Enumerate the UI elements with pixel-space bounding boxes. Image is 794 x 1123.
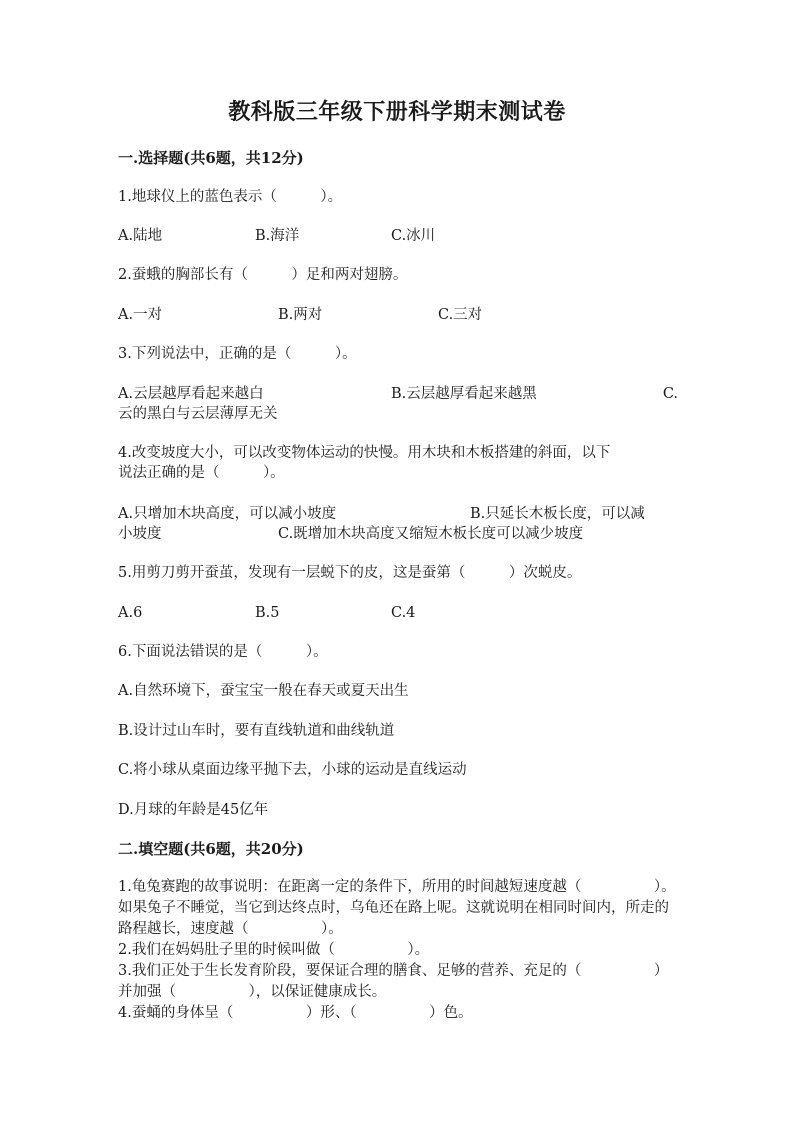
question-4-stem-line-1: 4.改变坡度大小，可以改变物体运动的快慢。用木块和木板搭建的斜面，以下: [118, 445, 611, 461]
question-3-option-b: B.云层越厚看起来越黑: [391, 386, 537, 402]
question-4-option-c: C.既增加木块高度又缩短木板长度可以减少坡度: [278, 526, 584, 542]
section-heading-fill-in: 二.填空题(共6题，共20分): [118, 840, 304, 858]
question-3-stem: 3.下列说法中，正确的是（ ）。: [118, 346, 357, 362]
question-4-stem-line-2: 说法正确的是（ ）。: [118, 465, 285, 481]
question-6-option-d: D.月球的年龄是45亿年: [118, 802, 269, 818]
question-5-option-b: B.5: [255, 605, 280, 621]
question-4-option-b-cont: 小坡度: [118, 526, 162, 542]
fill-item-1: 1.龟兔赛跑的故事说明：在距离一定的条件下，所用的时间越短速度越（ ）。如果兔子不睡觉，当它到达终点时，乌龟还在路上呢。这就说明在相同时间内，所走的路程越长，速度越（ ）。: [118, 879, 676, 937]
question-6-option-c: C.将小球从桌面边缘平抛下去，小球的运动是直线运动: [118, 762, 467, 778]
question-6-option-b: B.设计过山车时，要有直线轨道和曲线轨道: [118, 723, 395, 739]
question-1-option-b: B.海洋: [255, 228, 300, 244]
fill-item-4: 4.蚕蛹的身体呈（ ）形、（ ）色。: [118, 1005, 473, 1021]
question-4-option-a: A.只增加木块高度，可以减小坡度: [118, 506, 337, 522]
page-title: 教科版三年级下册科学期末测试卷: [228, 99, 566, 125]
question-6-stem: 6.下面说法错误的是（ ）。: [118, 644, 328, 660]
question-2-option-b: B.两对: [278, 307, 323, 323]
question-5-option-a: A.6: [118, 605, 143, 621]
question-1-stem: 1.地球仪上的蓝色表示（ ）。: [118, 189, 343, 205]
section-heading-multiple-choice: 一.选择题(共6题，共12分): [118, 149, 304, 167]
question-3-option-c-text: 云的黑白与云层薄厚无关: [118, 406, 278, 422]
question-5-stem: 5.用剪刀剪开蚕茧，发现有一层蜕下的皮，这是蚕第（ ）次蜕皮。: [118, 565, 582, 581]
question-1-option-c: C.冰川: [391, 228, 436, 244]
question-1-option-a: A.陆地: [118, 228, 163, 244]
question-4-option-b: B.只延长木板长度，可以减: [470, 506, 645, 522]
question-3-option-c: C.: [662, 386, 678, 402]
question-2-option-a: A.一对: [118, 307, 163, 323]
question-6-option-a: A.自然环境下，蚕宝宝一般在春天或夏天出生: [118, 683, 409, 699]
fill-item-2: 2.我们在妈妈肚子里的时候叫做（ ）。: [118, 942, 430, 958]
question-3-option-a: A.云层越厚看起来越白: [118, 386, 264, 402]
question-2-option-c: C.三对: [438, 307, 483, 323]
question-2-stem: 2.蚕蛾的胸部长有（ ）足和两对翅膀。: [118, 267, 408, 283]
fill-item-3: 3.我们正处于生长发育阶段，要保证合理的膳食、足够的营养、充足的（ ）并加强（ ），以保证健康成长。: [118, 963, 669, 1000]
question-5-option-c: C.4: [391, 605, 416, 621]
